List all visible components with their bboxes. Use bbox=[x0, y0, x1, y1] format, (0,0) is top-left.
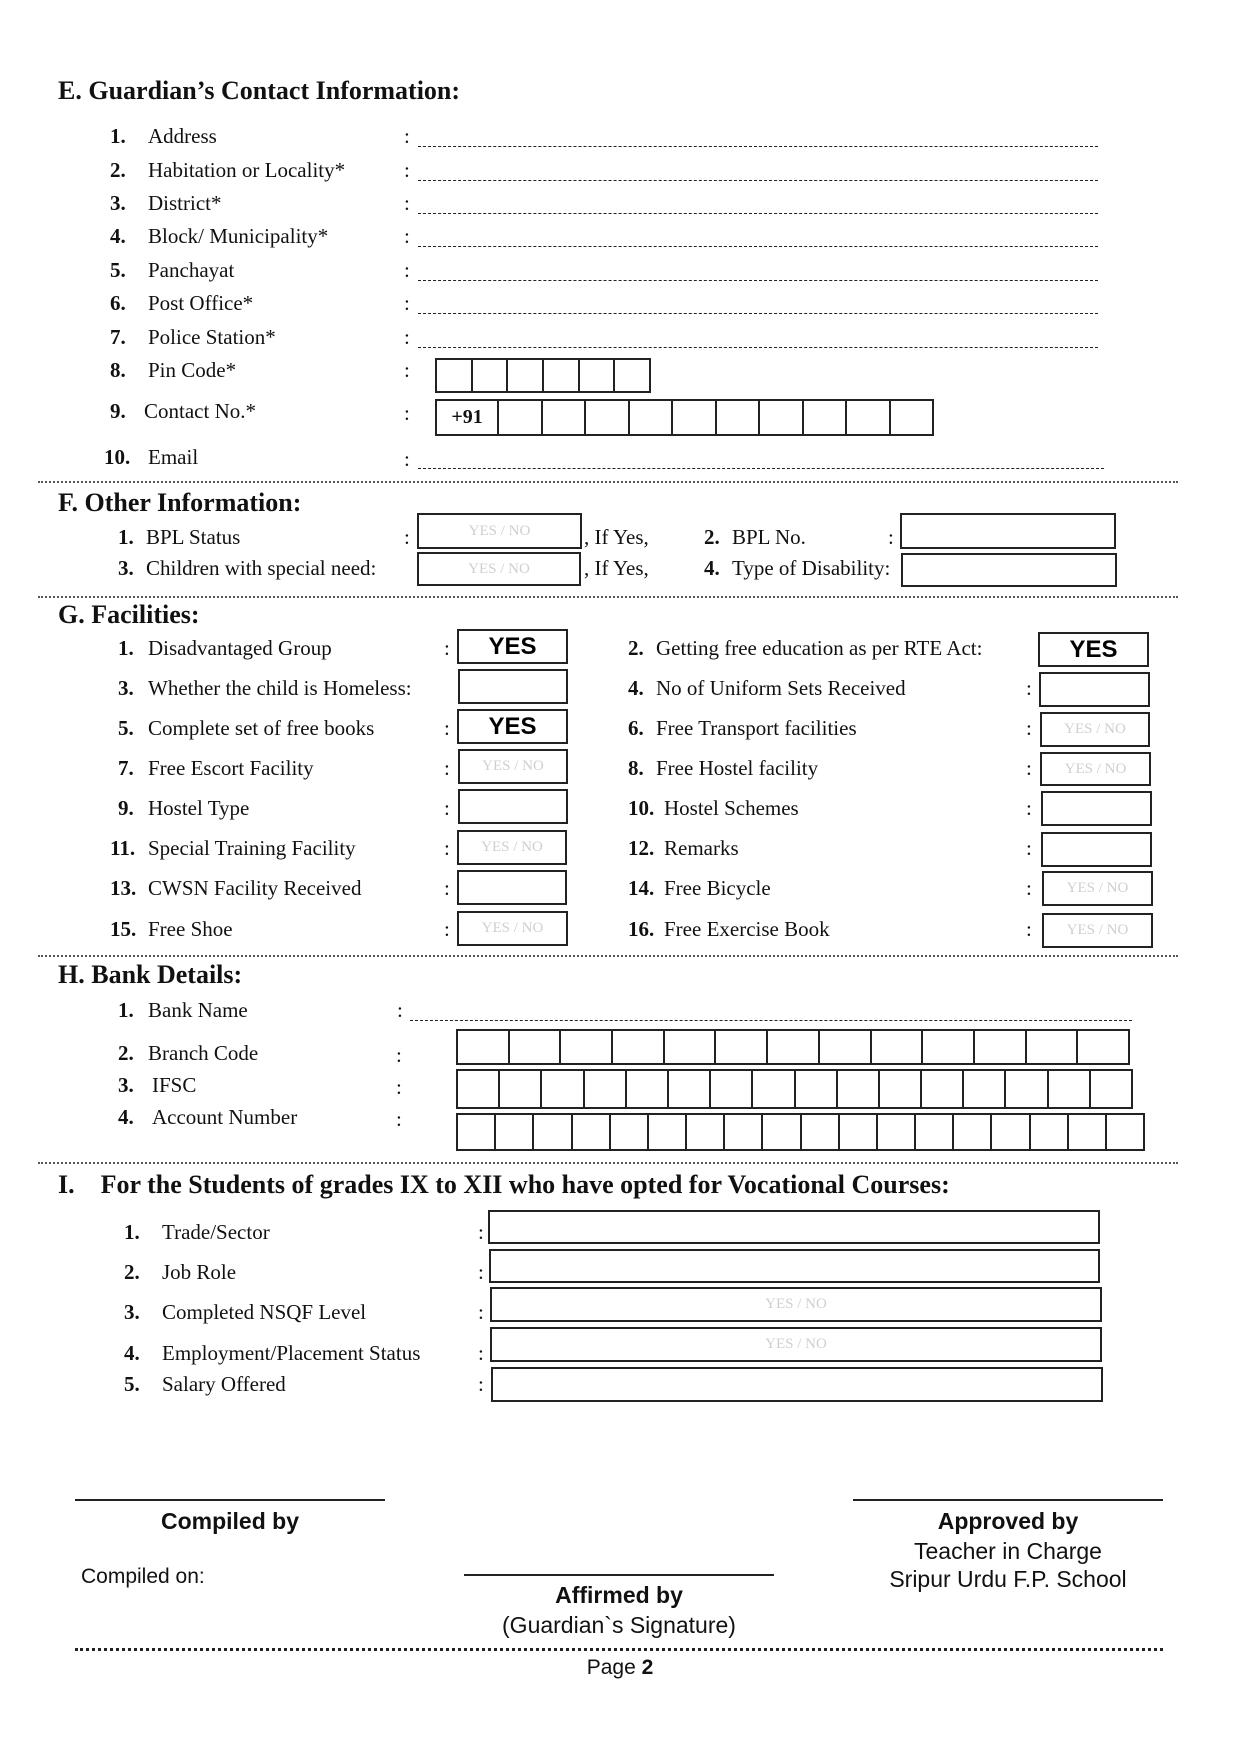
ifsc-cell[interactable] bbox=[1006, 1071, 1048, 1107]
habitation-input[interactable] bbox=[418, 179, 1098, 181]
field-label: IFSC bbox=[152, 1073, 197, 1097]
field-label: Free Bicycle bbox=[664, 876, 771, 900]
branch-code-cell[interactable] bbox=[872, 1031, 924, 1063]
yes-no-hint: YES / NO bbox=[1064, 760, 1127, 777]
field-number: 2. bbox=[118, 1041, 134, 1065]
section-i-title: I. For the Students of grades IX to XII who have opted for Vocational Courses: bbox=[58, 1170, 950, 1199]
ifsc-cell[interactable] bbox=[542, 1071, 584, 1107]
colon: : bbox=[396, 1043, 402, 1067]
contact-cell[interactable] bbox=[630, 401, 673, 434]
salary-offered-input[interactable] bbox=[491, 1367, 1103, 1402]
field-label: Email bbox=[148, 445, 199, 469]
colon: : bbox=[1026, 796, 1032, 820]
field-label: Contact No.* bbox=[144, 399, 256, 423]
field-label: Pin Code* bbox=[148, 358, 237, 382]
field-number: 9. bbox=[118, 796, 134, 820]
colon: : bbox=[404, 224, 410, 248]
account-cell[interactable] bbox=[992, 1115, 1030, 1149]
special-need-input[interactable] bbox=[417, 552, 581, 586]
nsqf-level-input[interactable] bbox=[490, 1287, 1102, 1322]
hostel-facility-input[interactable] bbox=[1040, 752, 1151, 786]
colon: : bbox=[444, 636, 450, 660]
field-number: 14. bbox=[628, 876, 655, 900]
branch-code-cell[interactable] bbox=[923, 1031, 975, 1063]
account-cell[interactable] bbox=[611, 1115, 649, 1149]
approver-role: Teacher in Charge bbox=[914, 1538, 1102, 1564]
field-label: Free Shoe bbox=[148, 917, 233, 941]
ifsc-cell[interactable] bbox=[922, 1071, 964, 1107]
compiled-by-label: Compiled by bbox=[160, 1508, 299, 1534]
field-number: 16. bbox=[628, 917, 655, 941]
footer-divider bbox=[75, 1648, 1163, 1651]
guardian-signature-label: (Guardian`s Signature) bbox=[502, 1612, 736, 1638]
contact-cell[interactable] bbox=[717, 401, 760, 434]
address-input[interactable] bbox=[418, 145, 1098, 147]
field-value: YES bbox=[488, 632, 537, 660]
field-label: Disadvantaged Group bbox=[148, 636, 332, 660]
field-label: Post Office* bbox=[148, 291, 254, 315]
branch-code-cell[interactable] bbox=[1078, 1031, 1128, 1063]
pin-cell[interactable] bbox=[580, 360, 616, 391]
field-label: BPL No. bbox=[732, 525, 806, 549]
compiled-on-label: Compiled on: bbox=[81, 1565, 205, 1588]
account-cell[interactable] bbox=[1107, 1115, 1143, 1149]
field-label: Hostel Type bbox=[148, 796, 250, 820]
ifsc-cell[interactable] bbox=[880, 1071, 922, 1107]
colon: : bbox=[444, 836, 450, 860]
section-divider bbox=[38, 481, 1178, 483]
ifsc-cell[interactable] bbox=[627, 1071, 669, 1107]
account-cell[interactable] bbox=[725, 1115, 763, 1149]
yes-no-hint: YES / NO bbox=[1066, 922, 1129, 938]
hostel-schemes-input[interactable] bbox=[1041, 791, 1152, 826]
field-value: YES bbox=[1069, 635, 1118, 663]
field-number: 10. bbox=[628, 796, 655, 820]
yes-no-hint: YES / NO bbox=[765, 1336, 827, 1352]
hostel-type-input[interactable] bbox=[458, 789, 568, 824]
field-number: 4. bbox=[118, 1105, 134, 1129]
field-number: 7. bbox=[110, 325, 126, 349]
field-number: 4. bbox=[124, 1341, 140, 1365]
account-cell[interactable] bbox=[496, 1115, 534, 1149]
colon: : bbox=[1026, 917, 1032, 941]
field-label: Bank Name bbox=[148, 998, 248, 1022]
section-divider bbox=[38, 596, 1178, 598]
special-training-input[interactable] bbox=[457, 830, 567, 865]
free-books-input[interactable] bbox=[457, 709, 568, 744]
field-number: 1. bbox=[110, 124, 126, 148]
field-number: 3. bbox=[118, 556, 134, 580]
ifsc-cell[interactable] bbox=[753, 1071, 795, 1107]
contact-cell[interactable] bbox=[847, 401, 890, 434]
trade-sector-input[interactable] bbox=[488, 1210, 1100, 1244]
if-yes-text: , If Yes, bbox=[584, 556, 649, 580]
colon: : bbox=[444, 756, 450, 780]
pin-cell[interactable] bbox=[473, 360, 509, 391]
branch-code-cell[interactable] bbox=[820, 1031, 872, 1063]
pin-cell[interactable] bbox=[615, 360, 649, 391]
contact-cell[interactable] bbox=[891, 401, 932, 434]
yes-no-hint: YES / NO bbox=[765, 1296, 827, 1312]
section-divider bbox=[38, 955, 1178, 957]
yes-no-hint: YES / NO bbox=[481, 839, 543, 855]
field-label: Branch Code bbox=[148, 1041, 259, 1065]
yes-no-hint: YES / NO bbox=[468, 560, 530, 577]
colon: : bbox=[404, 525, 410, 549]
colon: : bbox=[478, 1300, 484, 1324]
contact-cell[interactable] bbox=[760, 401, 803, 434]
field-label: Job Role bbox=[162, 1260, 237, 1284]
field-number: 1. bbox=[118, 525, 134, 549]
free-shoe-input[interactable] bbox=[457, 911, 568, 946]
field-number: 7. bbox=[118, 756, 134, 780]
field-number: 2. bbox=[124, 1260, 140, 1284]
transport-input[interactable] bbox=[1040, 712, 1150, 747]
colon: : bbox=[444, 716, 450, 740]
field-number: 4. bbox=[628, 676, 644, 700]
approver-school: Sripur Urdu F.P. School bbox=[889, 1566, 1127, 1592]
field-value: YES bbox=[488, 712, 537, 740]
ifsc-cell[interactable] bbox=[458, 1071, 500, 1107]
employment-status-input[interactable] bbox=[490, 1327, 1102, 1362]
account-cell[interactable] bbox=[687, 1115, 725, 1149]
colon: : bbox=[404, 258, 410, 282]
rte-education-input[interactable] bbox=[1038, 632, 1149, 667]
field-label: District* bbox=[148, 191, 222, 215]
field-number: 4. bbox=[110, 224, 126, 248]
section-g-title: G. Facilities: bbox=[58, 600, 200, 629]
field-label: Habitation or Locality* bbox=[148, 158, 346, 182]
branch-code-input[interactable] bbox=[456, 1029, 1130, 1065]
field-number: 6. bbox=[110, 291, 126, 315]
colon: : bbox=[1026, 876, 1032, 900]
approved-by-label: Approved by bbox=[937, 1508, 1079, 1534]
section-h-title: H. Bank Details: bbox=[58, 960, 243, 989]
field-number: 6. bbox=[628, 716, 644, 740]
section-e-title: E. Guardian’s Contact Information: bbox=[58, 76, 461, 105]
field-number: 3. bbox=[118, 676, 134, 700]
bicycle-input[interactable] bbox=[1042, 871, 1153, 906]
field-label: No of Uniform Sets Received bbox=[656, 676, 906, 700]
account-cell[interactable] bbox=[573, 1115, 611, 1149]
field-label: Employment/Placement Status bbox=[162, 1341, 421, 1365]
field-number: 11. bbox=[110, 836, 136, 860]
field-number: 1. bbox=[124, 1220, 140, 1244]
account-cell[interactable] bbox=[458, 1115, 496, 1149]
account-cell[interactable] bbox=[1031, 1115, 1069, 1149]
field-number: 1. bbox=[118, 636, 134, 660]
field-label: Panchayat bbox=[148, 258, 235, 282]
section-f-title: F. Other Information: bbox=[58, 488, 302, 517]
disability-type-input[interactable] bbox=[901, 553, 1117, 587]
field-number: 12. bbox=[628, 836, 655, 860]
branch-code-cell[interactable] bbox=[613, 1031, 665, 1063]
field-number: 3. bbox=[124, 1300, 140, 1324]
pin-cell[interactable] bbox=[544, 360, 580, 391]
field-number: 5. bbox=[118, 716, 134, 740]
field-label: Whether the child is Homeless: bbox=[148, 676, 412, 700]
colon: : bbox=[404, 124, 410, 148]
yes-no-hint: YES / NO bbox=[468, 522, 531, 539]
colon: : bbox=[888, 525, 894, 549]
field-label: Account Number bbox=[152, 1105, 298, 1129]
colon: : bbox=[396, 1107, 402, 1131]
field-number: 2. bbox=[704, 525, 720, 549]
uniform-sets-input[interactable] bbox=[1039, 672, 1150, 707]
account-cell[interactable] bbox=[763, 1115, 801, 1149]
colon: : bbox=[444, 796, 450, 820]
colon: : bbox=[1026, 676, 1032, 700]
field-label: Completed NSQF Level bbox=[162, 1300, 367, 1324]
contact-number-input[interactable] bbox=[435, 399, 934, 436]
exercise-book-input[interactable] bbox=[1042, 913, 1153, 948]
colon: : bbox=[1026, 716, 1032, 740]
remarks-input[interactable] bbox=[1041, 832, 1152, 867]
branch-code-cell[interactable] bbox=[561, 1031, 613, 1063]
field-label: Free Escort Facility bbox=[148, 756, 314, 780]
field-label: Salary Offered bbox=[162, 1372, 286, 1396]
branch-code-cell[interactable] bbox=[1027, 1031, 1079, 1063]
page-label: Page bbox=[586, 1656, 636, 1679]
field-label: Type of Disability: bbox=[732, 556, 891, 580]
field-number: 13. bbox=[110, 876, 137, 900]
field-label: Free Hostel facility bbox=[656, 756, 819, 780]
field-number: 5. bbox=[110, 258, 126, 282]
ifsc-cell[interactable] bbox=[711, 1071, 753, 1107]
colon: : bbox=[404, 447, 410, 471]
ifsc-cell[interactable] bbox=[669, 1071, 711, 1107]
country-code-cell: +91 bbox=[437, 401, 499, 434]
account-cell[interactable] bbox=[649, 1115, 687, 1149]
job-role-input[interactable] bbox=[489, 1249, 1100, 1283]
colon: : bbox=[444, 876, 450, 900]
field-number: 4. bbox=[704, 556, 720, 580]
escort-facility-input[interactable] bbox=[458, 749, 568, 784]
field-number: 8. bbox=[110, 358, 126, 382]
field-label: BPL Status bbox=[146, 525, 241, 549]
account-cell[interactable] bbox=[916, 1115, 954, 1149]
disadvantaged-group-input[interactable] bbox=[457, 629, 568, 664]
yes-no-hint: YES / NO bbox=[482, 758, 544, 774]
affirmed-by-label: Affirmed by bbox=[555, 1582, 683, 1608]
account-cell[interactable] bbox=[534, 1115, 572, 1149]
colon: : bbox=[478, 1260, 484, 1284]
bpl-status-input[interactable] bbox=[417, 513, 582, 549]
account-cell[interactable] bbox=[954, 1115, 992, 1149]
branch-code-cell[interactable] bbox=[716, 1031, 768, 1063]
branch-code-cell[interactable] bbox=[768, 1031, 820, 1063]
police-station-input[interactable] bbox=[418, 346, 1098, 348]
colon: : bbox=[404, 158, 410, 182]
account-cell[interactable] bbox=[840, 1115, 878, 1149]
affirmed-by-signature-line[interactable] bbox=[464, 1574, 774, 1576]
pin-cell[interactable] bbox=[437, 360, 473, 391]
ifsc-input[interactable] bbox=[456, 1069, 1133, 1109]
bpl-number-input[interactable] bbox=[900, 513, 1116, 549]
account-cell[interactable] bbox=[802, 1115, 840, 1149]
compiled-by-signature-line[interactable] bbox=[75, 1499, 385, 1501]
ifsc-cell[interactable] bbox=[964, 1071, 1006, 1107]
section-divider bbox=[38, 1162, 1178, 1164]
if-yes-text: , If Yes, bbox=[584, 525, 649, 549]
block-input[interactable] bbox=[418, 245, 1098, 247]
branch-code-cell[interactable] bbox=[975, 1031, 1027, 1063]
ifsc-cell[interactable] bbox=[838, 1071, 880, 1107]
page-number: 2 bbox=[641, 1656, 654, 1679]
field-label: Address bbox=[148, 124, 217, 148]
field-number: 15. bbox=[110, 917, 137, 941]
ifsc-cell[interactable] bbox=[796, 1071, 838, 1107]
ifsc-cell[interactable] bbox=[1091, 1071, 1131, 1107]
email-input[interactable] bbox=[418, 467, 1104, 469]
contact-cell[interactable] bbox=[586, 401, 629, 434]
field-label: Free Transport facilities bbox=[656, 716, 857, 740]
colon: : bbox=[404, 401, 410, 425]
colon: : bbox=[478, 1372, 484, 1396]
colon: : bbox=[404, 358, 410, 382]
field-number: 8. bbox=[628, 756, 644, 780]
colon: : bbox=[478, 1341, 484, 1365]
field-number: 10. bbox=[104, 445, 131, 469]
colon: : bbox=[444, 917, 450, 941]
field-label: Police Station* bbox=[148, 325, 276, 349]
ifsc-cell[interactable] bbox=[1049, 1071, 1091, 1107]
field-label: Getting free education as per RTE Act: bbox=[656, 636, 983, 660]
field-number: 2. bbox=[110, 158, 126, 182]
page-indicator bbox=[0, 1656, 1240, 1680]
contact-cell[interactable] bbox=[804, 401, 847, 434]
field-number: 5. bbox=[124, 1372, 140, 1396]
contact-cell[interactable] bbox=[499, 401, 542, 434]
field-label: Complete set of free books bbox=[148, 716, 375, 740]
field-number: 9. bbox=[110, 399, 126, 423]
field-label: CWSN Facility Received bbox=[148, 876, 362, 900]
field-label: Trade/Sector bbox=[162, 1220, 270, 1244]
cwsn-facility-input[interactable] bbox=[457, 870, 567, 905]
ifsc-cell[interactable] bbox=[585, 1071, 627, 1107]
field-label: Hostel Schemes bbox=[664, 796, 799, 820]
colon: : bbox=[404, 325, 410, 349]
panchayat-input[interactable] bbox=[418, 279, 1098, 281]
yes-no-hint: YES / NO bbox=[1064, 721, 1126, 737]
approved-by-signature-line[interactable] bbox=[853, 1499, 1163, 1501]
contact-cell[interactable] bbox=[543, 401, 586, 434]
account-number-input[interactable] bbox=[456, 1113, 1145, 1151]
branch-code-cell[interactable] bbox=[510, 1031, 562, 1063]
ifsc-cell[interactable] bbox=[500, 1071, 542, 1107]
account-cell[interactable] bbox=[878, 1115, 916, 1149]
field-label: Remarks bbox=[664, 836, 739, 860]
field-label: Block/ Municipality* bbox=[148, 224, 329, 248]
contact-cell[interactable] bbox=[673, 401, 716, 434]
yes-no-hint: YES / NO bbox=[481, 920, 544, 936]
colon: : bbox=[404, 191, 410, 215]
colon: : bbox=[1026, 836, 1032, 860]
colon: : bbox=[1026, 756, 1032, 780]
district-input[interactable] bbox=[418, 212, 1098, 214]
yes-no-hint: YES / NO bbox=[1066, 880, 1129, 896]
bank-name-input[interactable] bbox=[410, 1019, 1132, 1021]
field-number: 3. bbox=[110, 191, 126, 215]
pin-cell[interactable] bbox=[508, 360, 544, 391]
pin-code-input[interactable] bbox=[435, 358, 651, 393]
branch-code-cell[interactable] bbox=[458, 1031, 510, 1063]
account-cell[interactable] bbox=[1069, 1115, 1107, 1149]
colon: : bbox=[397, 998, 403, 1022]
colon: : bbox=[404, 291, 410, 315]
homeless-input[interactable] bbox=[458, 669, 568, 704]
colon: : bbox=[478, 1220, 484, 1244]
post-office-input[interactable] bbox=[418, 312, 1098, 314]
branch-code-cell[interactable] bbox=[665, 1031, 717, 1063]
field-number: 2. bbox=[628, 636, 644, 660]
field-label: Children with special need: bbox=[146, 556, 377, 580]
colon: : bbox=[396, 1075, 402, 1099]
field-label: Free Exercise Book bbox=[664, 917, 830, 941]
field-number: 1. bbox=[118, 998, 134, 1022]
field-label: Special Training Facility bbox=[148, 836, 356, 860]
field-number: 3. bbox=[118, 1073, 134, 1097]
